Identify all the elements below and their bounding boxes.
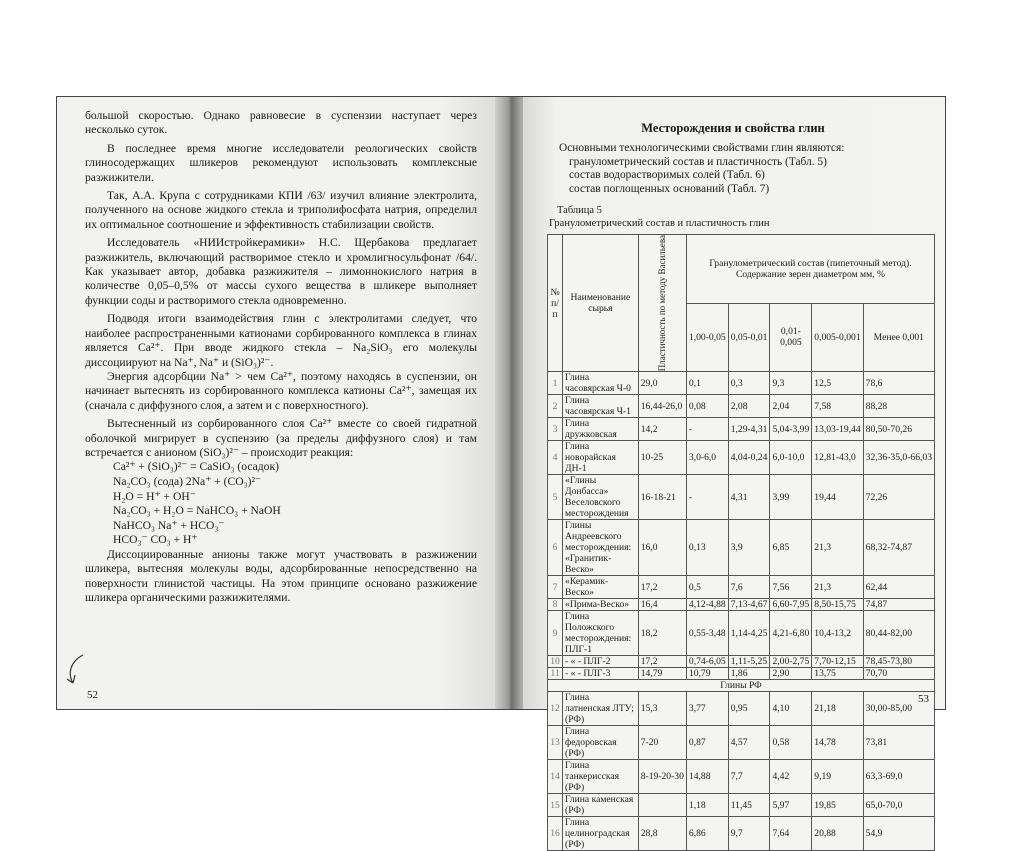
table-row [548, 668, 935, 680]
left-page-text [85, 109, 477, 606]
table-row [548, 760, 935, 794]
fraction-cell: 0,5 [686, 576, 728, 599]
fraction-cell: 0,58 [770, 726, 812, 760]
row-number-cell: 16 [548, 817, 563, 851]
book-gutter [495, 97, 525, 709]
fraction-cell: 6,86 [686, 817, 728, 851]
fraction-cell: 0,3 [728, 372, 770, 395]
row-number-cell: 1 [548, 372, 563, 395]
table-row [548, 418, 935, 441]
plasticity-cell: 14,79 [638, 668, 686, 680]
paragraph: Энергия адсорбции Na⁺ > чем Ca²⁺, поэтому находясь в суспензии, он начинает вытеснять из сорбированного комплекса катионы Ca²⁺, замещая их (сначала с диффузного слоя, а затем и с поверхностного). [85, 369, 477, 412]
fraction-cell: 1,29-4,31 [728, 418, 770, 441]
plasticity-cell: 16,4 [638, 599, 686, 611]
fraction-cell: 30,00-85,00 [863, 692, 934, 726]
fraction-cell: 32,36-35,0-66,03 [863, 441, 934, 475]
fraction-cell: 73,81 [863, 726, 934, 760]
fraction-cell: 13,03-19,44 [812, 418, 863, 441]
paragraph: Исследователь «НИИстройкерамики» Н.С. Щербакова предлагает разжижитель, включающий растворимое стекло и хромлигносульфонат /64/. Как указывает автор, добавка разжижителя – лимоннокислого натрия в количестве 0,05–0,5% от массы сухого вещества в шликере выполняет функции соды и растворимого стекла одновременно. [85, 236, 477, 307]
fraction-cell: 8,50-15,75 [812, 599, 863, 611]
table-row [548, 395, 935, 418]
plasticity-cell: 16,44-26,0 [638, 395, 686, 418]
fraction-cell: 19,85 [812, 794, 863, 817]
equation: HCO₃⁻ CO₃ + H⁺ [113, 533, 198, 547]
fraction-cell: 7,56 [770, 576, 812, 599]
fraction-cell: 12,81-43,0 [812, 441, 863, 475]
row-number-cell: 11 [548, 668, 563, 680]
material-name-cell: «Глины Донбасса» Веселовского месторождения [563, 475, 639, 520]
material-name-cell: Глина часовярская Ч-1 [563, 395, 639, 418]
fraction-cell: 4,04-0,24 [728, 441, 770, 475]
fraction-cell: 4,31 [728, 475, 770, 520]
fraction-cell: 7,64 [770, 817, 812, 851]
fraction-cell: 72,26 [863, 475, 934, 520]
plasticity-cell: 14,2 [638, 418, 686, 441]
fraction-cell: 74,87 [863, 599, 934, 611]
row-number-cell: 9 [548, 611, 563, 656]
row-number-cell: 7 [548, 576, 563, 599]
fraction-cell: 2,00-2,75 [770, 656, 812, 668]
handwritten-arrow-icon [63, 653, 87, 693]
fraction-cell: 3,0-6,0 [686, 441, 728, 475]
fraction-cell: 21,18 [812, 692, 863, 726]
fraction-cell: 1,18 [686, 794, 728, 817]
table-row [548, 475, 935, 520]
material-name-cell: Глины Андреевского месторождения: «Гранитик-Веско» [563, 520, 639, 576]
fraction-cell: 19,44 [812, 475, 863, 520]
fraction-cell: 2,04 [770, 395, 812, 418]
intro-lines [559, 142, 933, 196]
material-name-cell: Глина новорайская ДН-1 [563, 441, 639, 475]
row-number-cell: 6 [548, 520, 563, 576]
fraction-cell: 6,85 [770, 520, 812, 576]
fraction-cell: 6,60-7,95 [770, 599, 812, 611]
fraction-cell: 62,44 [863, 576, 934, 599]
material-name-cell: Глина часовярская Ч-0 [563, 372, 639, 395]
fraction-cell: 4,42 [770, 760, 812, 794]
row-number-cell: 15 [548, 794, 563, 817]
book-spread [56, 96, 946, 851]
table-row [548, 692, 935, 726]
fraction-cell: 80,50-70,26 [863, 418, 934, 441]
col-header-group: Гранулометрический состав (пипеточный метод). Содержание зерен диаметром мм, % [686, 235, 934, 304]
fraction-cell: 14,78 [812, 726, 863, 760]
fraction-cell: 14,88 [686, 760, 728, 794]
plasticity-cell: 17,2 [638, 576, 686, 599]
fraction-cell: 7,58 [812, 395, 863, 418]
plasticity-cell: 17,2 [638, 656, 686, 668]
intro-line: состав поглощенных оснований (Табл. 7) [569, 182, 770, 195]
material-name-cell: Глина танкерисская (РФ) [563, 760, 639, 794]
fraction-cell: 7,13-4,67 [728, 599, 770, 611]
fraction-cell: 5,04-3,99 [770, 418, 812, 441]
material-name-cell: «Керамик-Веско» [563, 576, 639, 599]
plasticity-cell: 29,0 [638, 372, 686, 395]
table-body [548, 372, 935, 680]
row-number-cell: 2 [548, 395, 563, 418]
fraction-cell: 9,19 [812, 760, 863, 794]
paragraph: Так, А.А. Крупа с сотрудниками КПИ /63/ изучил влияние электролита, полученного на основе жидкого стекла и триполифосфата натрия, определил их оптимальное соотношение и эффективность стабилизации свойств. [85, 189, 477, 231]
material-name-cell: Глина целиноградская (РФ) [563, 817, 639, 851]
col-header-fraction: 1,00-0,05 [686, 303, 728, 372]
fraction-cell: 4,57 [728, 726, 770, 760]
table-caption: Таблица 5 [557, 205, 602, 216]
col-header-plasticity: Пластичность по методу Васильева [638, 235, 686, 372]
fraction-cell: 3,99 [770, 475, 812, 520]
fraction-cell: 6,0-10,0 [770, 441, 812, 475]
plasticity-cell: 18,2 [638, 611, 686, 656]
fraction-cell: 63,3-69,0 [863, 760, 934, 794]
row-number-cell: 4 [548, 441, 563, 475]
plasticity-cell: 16-18-21 [638, 475, 686, 520]
fraction-cell: 1,11-5,25 [728, 656, 770, 668]
paragraph: Вытесненный из сорбированного слоя Ca²⁺ вместе со своей гидратной оболочкой мигрирует в суспензию (за пределы диффузного слоя) и там встречается с анионом (SiO₃)²⁻ – происходит реакция: [85, 417, 477, 459]
material-name-cell: - « - ПЛГ-2 [563, 656, 639, 668]
fraction-cell: - [686, 418, 728, 441]
row-number-cell: 13 [548, 726, 563, 760]
fraction-cell: 0,13 [686, 520, 728, 576]
plasticity-cell: 28,8 [638, 817, 686, 851]
fraction-cell: 21,3 [812, 520, 863, 576]
table-row [548, 726, 935, 760]
table-row [548, 372, 935, 395]
material-name-cell: Глина дружковская [563, 418, 639, 441]
fraction-cell: 3,77 [686, 692, 728, 726]
equation: Ca²⁺ + (SiO₃)²⁻ = CaSiO₃ (осадок) [113, 460, 279, 474]
fraction-cell: 12,5 [812, 372, 863, 395]
fraction-cell: 0,95 [728, 692, 770, 726]
fraction-cell: 0,55-3,48 [686, 611, 728, 656]
fraction-cell: 2,90 [770, 668, 812, 680]
material-name-cell: - « - ПЛГ-3 [563, 668, 639, 680]
row-number-cell: 3 [548, 418, 563, 441]
fraction-cell: 0,87 [686, 726, 728, 760]
fraction-cell: 9,3 [770, 372, 812, 395]
equation: Na₂CO₃ + H₂O = NaHCO₃ + NaOH [113, 504, 281, 518]
plasticity-cell [638, 794, 686, 817]
fraction-cell: 13,75 [812, 668, 863, 680]
reaction-equations [113, 460, 477, 548]
fraction-cell: 20,88 [812, 817, 863, 851]
fraction-cell: 0,08 [686, 395, 728, 418]
left-page [57, 97, 509, 709]
page-number: 52 [87, 689, 98, 701]
row-number-cell: 8 [548, 599, 563, 611]
fraction-cell: 7,70-12,15 [812, 656, 863, 668]
fraction-cell: 0,74-6,05 [686, 656, 728, 668]
row-number-cell: 10 [548, 656, 563, 668]
fraction-cell: 4,21-6,80 [770, 611, 812, 656]
row-number-cell: 5 [548, 475, 563, 520]
fraction-cell: 1,14-4,25 [728, 611, 770, 656]
plasticity-cell: 8-19-20-30 [638, 760, 686, 794]
fraction-cell: 1,86 [728, 668, 770, 680]
fraction-cell: - [686, 475, 728, 520]
fraction-cell: 65,0-70,0 [863, 794, 934, 817]
fraction-cell: 88,28 [863, 395, 934, 418]
col-header-name: Наименование сырья [563, 235, 639, 372]
fraction-cell: 5,97 [770, 794, 812, 817]
plasticity-cell: 10-25 [638, 441, 686, 475]
col-header-fraction: 0,05-0,01 [728, 303, 770, 372]
intro-line: состав водорастворимых солей (Табл. 6) [569, 169, 765, 182]
plasticity-cell: 15,3 [638, 692, 686, 726]
material-name-cell: Глина каменская (РФ) [563, 794, 639, 817]
fraction-cell: 4,10 [770, 692, 812, 726]
table-row [548, 817, 935, 851]
fraction-cell: 10,79 [686, 668, 728, 680]
table-row [548, 441, 935, 475]
table-title: Гранулометрический состав и пластичность глин [549, 218, 770, 229]
fraction-cell: 80,44-82,00 [863, 611, 934, 656]
fraction-cell: 4,12-4,88 [686, 599, 728, 611]
col-header-fraction: 0,005-0,001 [812, 303, 863, 372]
fraction-cell: 9,7 [728, 817, 770, 851]
col-header-num: № п/п [548, 235, 563, 372]
table-row [548, 656, 935, 668]
page-number: 53 [918, 693, 929, 705]
fraction-cell: 68,32-74,87 [863, 520, 934, 576]
col-header-fraction: 0,01-0,005 [770, 303, 812, 372]
table-section [548, 680, 935, 692]
fraction-cell: 0,1 [686, 372, 728, 395]
material-name-cell: «Прима-Веско» [563, 599, 639, 611]
fraction-cell: 54,9 [863, 817, 934, 851]
equation: Na₂CO₃ (сода) 2Na⁺ + (CO₃)²⁻ [113, 474, 262, 488]
fraction-cell: 11,45 [728, 794, 770, 817]
plasticity-cell: 16,0 [638, 520, 686, 576]
row-number-cell: 14 [548, 760, 563, 794]
table-body [548, 692, 935, 851]
fraction-cell: 3,9 [728, 520, 770, 576]
right-page [523, 97, 945, 851]
table-row [548, 599, 935, 611]
table-row [548, 611, 935, 656]
table-row [548, 794, 935, 817]
col-header-fraction: Менее 0,001 [863, 303, 934, 372]
fraction-cell: 2,08 [728, 395, 770, 418]
material-name-cell: Глина Положского месторождения: ПЛГ-1 [563, 611, 639, 656]
section-heading: Месторождения и свойства глин [641, 121, 825, 135]
fraction-cell: 10,4-13,2 [812, 611, 863, 656]
section-row: Глины РФ [548, 680, 935, 692]
paragraph: большой скоростью. Однако равновесие в суспензии наступает через несколько суток. [85, 109, 477, 137]
intro-line: гранулометрический состав и пластичность (Табл. 5) [569, 155, 827, 168]
fraction-cell: 78,6 [863, 372, 934, 395]
material-name-cell: Глина латненская ЛТУ; (РФ) [563, 692, 639, 726]
table-row [548, 576, 935, 599]
paragraph: Подводя итоги взаимодействия глин с электролитами следует, что наиболее распространенными катионами сорбированного комплекса в глинах является Ca²⁺. При вводе жидкого стекла – Na₂SiO₃ его молекулы диссоциируют на Na⁺, Na⁺ и (SiO₃)²⁻. [85, 312, 477, 369]
row-number-cell: 12 [548, 692, 563, 726]
equation: H₂O = H⁺ + OH⁻ [113, 489, 196, 503]
granulometry-table [547, 234, 935, 851]
paragraph: В последнее время многие исследователи реологических свойств глиносодержащих шликеров рекомендуют использовать комплексные разжижители. [85, 141, 477, 184]
fraction-cell: 21,3 [812, 576, 863, 599]
fraction-cell: 70,70 [863, 668, 934, 680]
equation: NaHCO₃ Na⁺ + HCO₃⁻ [113, 518, 225, 532]
fraction-cell: 7,7 [728, 760, 770, 794]
table-row [548, 520, 935, 576]
paragraph: Диссоциированные анионы также могут участвовать в разжижении шликера, вытесняя молекулы воды, адсорбированные непосредственно на поверхности глинистой частицы. На этом принципе основано разжижение шликера органическими разжижителями. [85, 547, 477, 605]
fraction-cell: 7,6 [728, 576, 770, 599]
fraction-cell: 78,45-73,80 [863, 656, 934, 668]
plasticity-cell: 7-20 [638, 726, 686, 760]
material-name-cell: Глина федоровская (РФ) [563, 726, 639, 760]
intro-line: Основными технологическими свойствами глин являются: [559, 142, 845, 154]
